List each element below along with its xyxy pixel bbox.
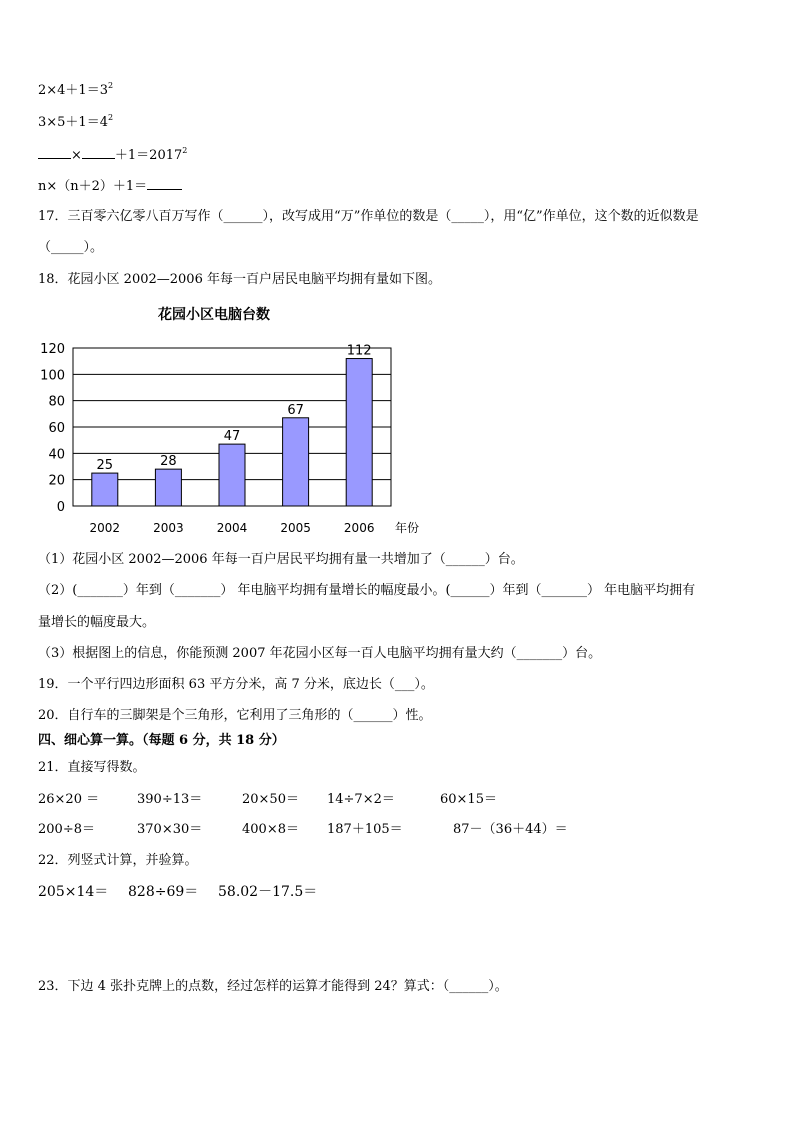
- mental-math-item: 400×8＝: [242, 822, 299, 837]
- question-18-intro: 18．花园小区 2002—2006 年每一百户居民电脑平均拥有量如下图。: [38, 272, 441, 287]
- pattern-line-2-exponent: 2: [107, 113, 114, 122]
- pattern-line-2-text: 3×5＋1＝4: [38, 115, 108, 130]
- chart-y-tick-label: 120: [40, 342, 65, 357]
- pattern-line-4: [38, 178, 182, 195]
- pattern-line-2: [38, 115, 113, 131]
- question-18-sub-2-line-2: 量增长的幅度最大。: [38, 615, 156, 630]
- answer-blank[interactable]: [147, 178, 182, 190]
- question-20: 20．自行车的三脚架是个三角形，它利用了三角形的（______）性。: [38, 708, 432, 723]
- pattern-line-1-text: 2×4＋1＝3: [38, 83, 108, 98]
- answer-blank[interactable]: [38, 147, 71, 159]
- question-18-sub-2-line-1: （2）(_______）年到（_______） 年电脑平均拥有量增长的幅度最小。(______）年到（_______） 年电脑平均拥有: [38, 583, 696, 598]
- question-22-title: 22．列竖式计算，并验算。: [38, 853, 198, 868]
- question-18-sub-1: （1）花园小区 2002—2006 年每一百户居民平均拥有量一共增加了（______）台。: [38, 552, 524, 567]
- chart-data-label: 112: [346, 343, 372, 359]
- mental-math-item: 60×15＝: [440, 792, 497, 807]
- chart-y-tick-label: 100: [40, 368, 65, 384]
- chart-bars: [92, 344, 372, 506]
- chart-y-axis: [40, 342, 65, 515]
- chart-y-tick-label: 80: [48, 394, 65, 410]
- chart-bar: [155, 469, 181, 506]
- chart-data-label: 47: [223, 429, 241, 445]
- chart-x-tick-label: 2003: [153, 521, 184, 535]
- chart-bar: [92, 473, 118, 506]
- mental-math-item: 20×50＝: [242, 792, 299, 807]
- question-17-line-2: （_____）。: [38, 240, 104, 255]
- vertical-calc-item: 58.02－17.5＝: [218, 884, 318, 900]
- pattern-line-1-exponent: 2: [107, 81, 114, 90]
- chart-x-tick-label: 2002: [89, 521, 121, 535]
- chart-x-tick-label: 2005: [280, 521, 311, 535]
- chart-y-tick-label: 20: [48, 473, 65, 489]
- chart-bar: [283, 418, 309, 506]
- mental-math-item: 87－（36＋44）＝: [453, 822, 568, 837]
- question-17-line-1: 17．三百零六亿零八百万写作（______），改写成用“万”作单位的数是（_____），用“亿”作单位，这个数的近似数是: [38, 209, 699, 224]
- chart-data-label: 28: [160, 454, 177, 470]
- vertical-calc-item: 205×14＝: [38, 884, 109, 900]
- chart-y-tick-label: 40: [48, 447, 65, 463]
- chart-x-tick-label: 2004: [216, 521, 248, 535]
- chart-x-axis-label: 年份: [395, 521, 420, 535]
- chart-y-tick-label: 60: [48, 421, 65, 436]
- bar-chart: [30, 300, 450, 540]
- pattern-line-3-text: ＋1＝2017: [114, 148, 183, 163]
- pattern-line-3-times: ×: [71, 148, 82, 163]
- vertical-calc-item: 828÷69＝: [128, 884, 199, 900]
- chart-x-tick-label: 2006: [343, 521, 375, 535]
- question-18-sub-3: （3）根据图上的信息，你能预测 2007 年花园小区每一百人电脑平均拥有量大约（_______）台。: [38, 646, 602, 661]
- mental-math-item: 14÷7×2＝: [327, 792, 395, 807]
- answer-blank[interactable]: [82, 147, 115, 159]
- chart-title: 花园小区电脑台数: [158, 307, 270, 323]
- question-23: 23．下边 4 张扑克牌上的点数，经过怎样的运算才能得到 24？算式：（______）。: [38, 979, 508, 994]
- pattern-line-4-text: n×（n＋2）＋1＝: [38, 179, 148, 194]
- section-4-heading: 四、细心算一算。（每题 6 分，共 18 分）: [38, 733, 285, 748]
- pattern-line-3-exponent: 2: [182, 146, 188, 155]
- chart-x-axis: [90, 521, 375, 535]
- mental-math-item: 187＋105＝: [327, 822, 403, 837]
- chart-bar: [346, 359, 372, 506]
- question-19: 19．一个平行四边形面积 63 平方分米，高 7 分米，底边长（___）。: [38, 677, 434, 692]
- chart-data-label: 25: [96, 458, 114, 474]
- question-21-title: 21．直接写得数。: [38, 760, 146, 775]
- pattern-line-3: [38, 147, 187, 164]
- chart-data-label: 67: [287, 402, 304, 418]
- chart-y-tick-label: 0: [56, 500, 65, 515]
- pattern-line-1: [38, 83, 113, 99]
- mental-math-item: 26×20 ＝: [38, 792, 100, 807]
- mental-math-item: 390÷13＝: [137, 792, 203, 807]
- mental-math-item: 370×30＝: [137, 822, 203, 837]
- mental-math-item: 200÷8＝: [38, 822, 95, 837]
- chart-bar: [219, 444, 245, 506]
